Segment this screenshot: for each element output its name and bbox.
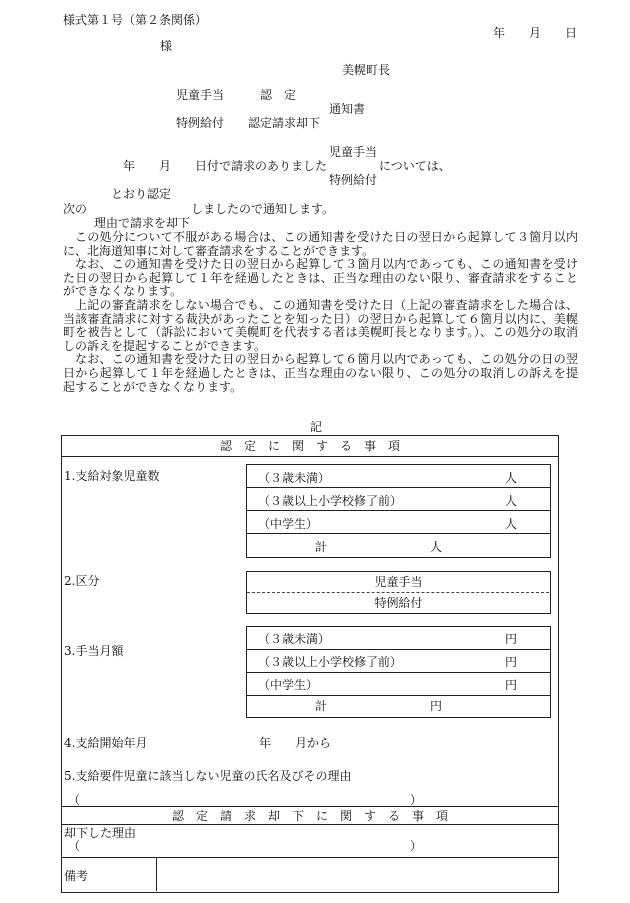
category-divider	[247, 592, 549, 593]
remarks-top	[61, 857, 559, 858]
monthly-total-label: 計	[315, 699, 328, 713]
children-row-label: （中学生）	[258, 517, 319, 531]
divider	[246, 649, 551, 650]
issuer: 美幌町長	[342, 63, 391, 77]
date-day: 日	[565, 26, 578, 40]
approval-header-divider	[61, 456, 559, 457]
approval-header: 認 定 に 関 す る 事 項	[219, 439, 400, 453]
title-approval: 認 定	[260, 88, 297, 102]
category-childcare: 児童手当	[374, 575, 423, 589]
children-row-unit: 人	[505, 494, 518, 508]
divider	[246, 695, 551, 696]
title-reject: 認定請求却下	[248, 116, 321, 130]
remarks-divider	[156, 857, 157, 891]
divider	[246, 533, 551, 534]
paragraph-2: なお、この通知書を受けた日の翌日から起算して３箇月以内であっても、この通知書を受けた日の翌日から起算して１年を経過したときは、正当な理由のない限り、審査請求をすることができなくなります。	[63, 257, 578, 299]
appeal-notice	[63, 231, 578, 394]
statement-special: 特例給付	[329, 173, 378, 187]
result-suffix: しましたので通知します。	[191, 202, 335, 216]
ki-label: 記	[310, 420, 323, 434]
divider	[246, 510, 551, 511]
next-label: 次の	[63, 202, 88, 216]
reject-close-paren: ）	[410, 839, 423, 853]
children-total-unit: 人	[430, 540, 443, 554]
reject-header: 認 定 請 求 却 下 に 関 す る 事 項	[171, 809, 448, 823]
title-notice: 通知書	[329, 102, 366, 116]
children-count-label: 1.支給対象児童数	[64, 469, 160, 483]
monthly-row-unit: 円	[505, 632, 518, 646]
reject-open-paren: （	[68, 839, 81, 853]
date-month: 月	[529, 26, 542, 40]
reject-header-divider	[61, 824, 559, 825]
date-year: 年	[493, 26, 506, 40]
monthly-row-unit: 円	[505, 655, 518, 669]
remarks-label: 備考	[64, 869, 89, 883]
paragraph-4: なお、この通知書を受けた日の翌日から起算して６箇月以内であっても、この処分の日の翌日から起算して１年を経過したときは、正当な理由のない限り、この処分の取消しの訴えを提起することができなくなります。	[63, 352, 578, 394]
children-row-label: （３歳以上小学校修了前）	[258, 494, 403, 508]
statement-childcare: 児童手当	[329, 145, 378, 159]
monthly-row-label: （中学生）	[258, 678, 319, 692]
paragraph-3: 上記の審査請求をしない場合でも、この通知書を受けた日（上記の審査請求をした場合は、当該審査請求に対する裁決があったことを知った日）の翌日から起算して６箇月以内に、美幌町を被告として（訴訟において美幌町を代表する者は美幌町長となります。）、この処分の取消しの訴えを提起することができます。	[63, 297, 578, 353]
reject-reason-label: 却下した理由	[64, 826, 137, 840]
children-total-label: 計	[315, 540, 328, 554]
children-row-label: （３歳未満）	[258, 471, 331, 485]
category-label: 2.区分	[64, 574, 100, 588]
ineligible-close-paren: ）	[410, 793, 423, 807]
title-childcare: 児童手当	[176, 88, 225, 102]
form-number: 様式第１号（第２条関係）	[63, 13, 208, 27]
monthly-row-label: （３歳以上小学校修了前）	[258, 655, 403, 669]
start-month-value: 年 月から	[259, 736, 332, 750]
reject-section-top	[61, 806, 559, 807]
children-row-unit: 人	[505, 517, 518, 531]
statement-date: 年 月 日付で請求のありました	[123, 159, 328, 173]
monthly-total-unit: 円	[430, 699, 443, 713]
ineligible-label: 5.支給要件児童に該当しない児童の氏名及びその理由	[64, 769, 352, 783]
children-row-unit: 人	[505, 471, 518, 485]
start-month-label: 4.支給開始年月	[64, 736, 148, 750]
divider	[246, 487, 551, 488]
monthly-row-label: （３歳未満）	[258, 632, 331, 646]
ineligible-open-paren: （	[68, 793, 81, 807]
result-rejected: 理由で請求を却下	[94, 216, 191, 230]
monthly-row-unit: 円	[505, 678, 518, 692]
category-special: 特例給付	[374, 596, 423, 610]
paragraph-1: この処分について不服がある場合は、この通知書を受けた日の翌日から起算して３箇月以内に、北海道知事に対して審査請求をすることができます。	[63, 230, 578, 258]
result-approved: とおり認定	[111, 187, 172, 201]
statement-subject-suffix: については、	[379, 159, 451, 173]
divider	[246, 672, 551, 673]
addressee-suffix: 様	[160, 39, 173, 53]
monthly-amount-label: 3.手当月額	[64, 644, 124, 658]
title-special: 特例給付	[176, 116, 225, 130]
